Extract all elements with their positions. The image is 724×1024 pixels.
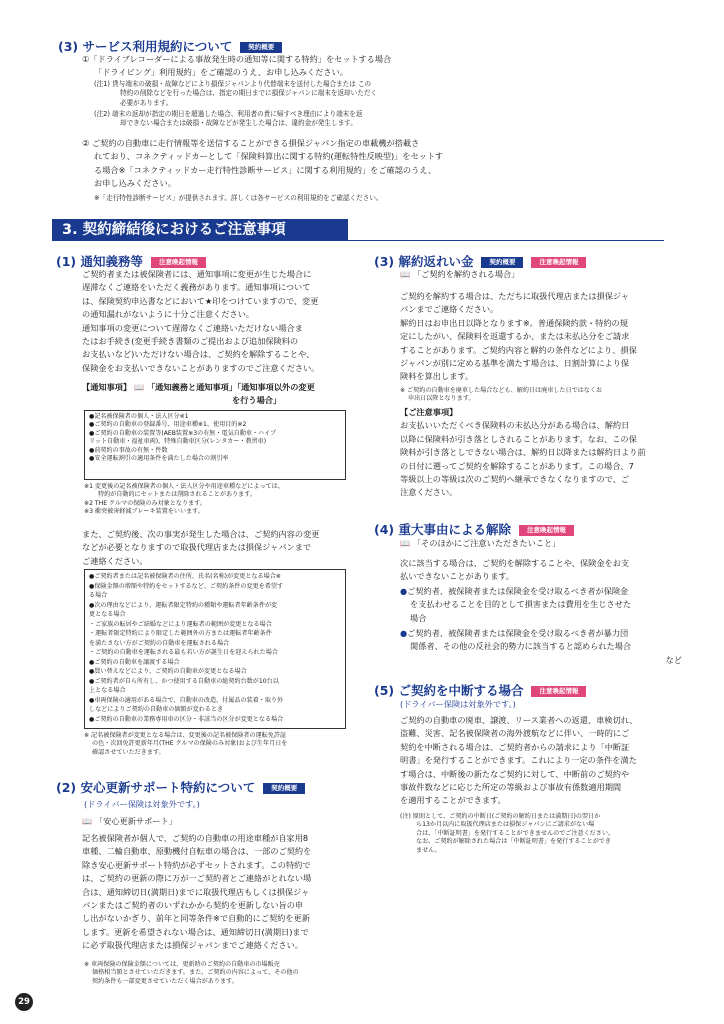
caution-badge: 注意喚起情報 [151,257,206,268]
bullet-icon: ● [400,628,408,638]
section-3-banner: 3. 契約締結後におけるご注意事項 [52,219,348,241]
renewal-support-ref: 📖 「安心更新サポート」 [82,816,177,826]
suspension-sub: (ドライバー保険は対象外です。) [400,699,516,709]
document-icon: 📖 [134,383,144,392]
notice-duty-text: ご契約者または被保険者には、通知事項に変更が生じた場合に 遅滞なくご連絡をいただく義務があります。通知事項について は、保険契約申込書などにおいて★印をつけていますので、変更 の通知漏れがないように十分ご注意ください。 通知事項の変更について遅滞なくご連絡いただけない場合ま たはお手続き(変更手続き書類のご提出および追加保険料の お支払いなど)いただけない場合は、ご契約を解除することや、 保険金をお支払いできないことがありますのでご注意ください。 [82,269,320,373]
refund-footnote: ※ ご契約の自動車を廃車した場合なども、解約日は廃車した日ではなくお 申出日以降となります。 [400,387,603,403]
suspension-heading: (5) ご契約を中断する場合 注意喚起情報 [374,681,586,699]
contract-summary-badge: 契約概要 [481,257,523,268]
change-items-box: ●ご契約者または記名被保険者の住所、氏名(名称)が変更となる場合※ ●保険金額の増額や特約をセットするなど、ご契約条件の変更を希望す る場合 ●次の理由などにより、運転者限定特約の種類や運転者年齢条件が変 更となる場合 ・ご家族の転居やご結婚などにより運転者の範囲が変更となる場合 ・運転者限定特約により限定した範囲外の方または運転者年齢条件 を満たさない方がご契約の自動車を運転される場合 ・ご契約の自動車を運転される最も若い方が誕生日を迎えられた場合 ●ご契約の自動車を譲渡する場合 ●買い替えなどにより、ご契約の自動車が変更となる場合 ●ご契約者が自ら所有し、かつ使用する自動車の総契約台数が10台以 上となる場合 ●車両保険の適用がある場合で、自動車の改造、付属品の装着・取り外 しなどによりご契約の自動車の価額が変わるとき ●ご契約の自動車の業務専用車の区分・非該当の区分が変更となる場合 [84,569,346,729]
refund-heading: (3) 解約返れい金 契約概要 注意喚起情報 [374,252,586,270]
serious-cause-bullet-1: ●ご契約者、被保険者または保険金を受け取るべき者が保険金 を支払わせることを目的として損害または費用を生じさせた 場合 [400,586,632,623]
serious-cause-intro: 次に該当する場合は、ご契約を解除することや、保険金をお支 払いできないことがあります。 [400,558,630,582]
renewal-support-text: 記名被保険者が個人で、ご契約の自動車の用途車種が自家用8 車種、二輪自動車、原動機付自転車の場合は、一部のご契約を 除き安心更新サポート特約が必ずセットされます。この特約で は、ご契約の更新の際に万が一ご契約者とご連絡がとれない場 合は、通知締切日(満期日)までに取扱代理店もしくは損保ジャ パンまたはご契約者のいずれかから契約を更新しない旨の申 し出がないかぎり、前年と同等条件※で自動的にご契約を更新 します。更新を希望されない場合は、通知締切日(満期日)まで に必ず取扱代理店または損保ジャパンまでご連絡ください。 [82,833,312,951]
caution-badge: 注意喚起情報 [519,525,574,536]
service-item-1: ①「ドライブレコーダーによる事故発生時の通知等に関する特約」をセットする場合 「ドライビング」利用規約」をご確認のうえ、お申し込みください。 [82,54,392,78]
service-note-3: ※「走行特性診断サービス」が提供されます。詳しくは各サービスの利用規約をご確認ください。 [94,194,383,202]
refund-text: ご契約を解約する場合は、ただちに取扱代理店または損保ジャ パンまでご連絡ください。 解約日はお申出日以降となります※。普通保険約款・特約の規 定にしたがい、保険料を返還するか、または未払込分をご請求 することがあります。ご契約内容と解約の条件などにより、損保 ジャパンが別に定める基準を満たす場合は、日割計算により保 険料を算出します。 [400,291,637,382]
suspension-note: (注) 原則として、ご契約の中断日(ご契約の解約日または満期日)の翌日か ら13か月以内に取扱代理店または損保ジャパンにご請求がない場 合は、「中断証明書」を発行することができませんのでご注意ください。 なお、ご契約が解除された場合は「中断証明書」を発行することができ ません。 [400,813,615,854]
page-number: 29 [15,993,33,1011]
document-icon: 📖 [82,817,92,826]
renewal-support-heading: (2) 安心更新サポート特約について 契約概要 [56,778,305,796]
notice-items-ref: 【通知事項】 📖 「通知義務と通知事項」「通知事項以外の変更 を行う場合」 [82,382,315,406]
caution-badge: 注意喚起情報 [531,257,586,268]
serious-cause-heading: (4) 重大事由による解除 注意喚起情報 [374,520,574,538]
service-item-2: ② ご契約の自動車に走行情報等を送信することができる損保ジャパン指定の車載機が搭載さ れており、コネクティッドカーとして「保険料算出に関する特約(運転特性反映型)」をセットす る場合※「コネクティッドカー走行特性診断サービス」に関する利用規約」をご確認のうえ、 お申し込みください。 [82,138,444,189]
service-terms-heading: (3) サービス利用規約について 契約概要 [58,37,282,55]
bullet-icon: ● [400,586,408,596]
change-footnote: ※ 記名被保険者が変更となる場合は、変更後の記名被保険者の運転免許証 の色・次回免許更新年月(THE クルマの保険のみ対象)および生年月日を 確認させていただきます。 [84,732,288,756]
refund-ref: 📖 「ご契約を解約される場合」 [400,269,520,279]
caution-badge: 注意喚起情報 [531,686,586,697]
renewal-support-footnote: ※ 車両保険の保険金額については、更新時のご契約の自動車の市場販売 価格相当額とさせていただきます。また、ご契約の内容によって、その他の 契約条件も一部変更させていただく場合があります。 [84,961,299,985]
document-icon: 📖 [400,270,410,279]
document-icon: 📖 [400,539,410,548]
change-contact-text: また、ご契約後、次の事実が発生した場合は、ご契約内容の変更 などが必要となりますので取扱代理店または損保ジャパンまで ご連絡ください。 [82,529,320,566]
renewal-support-sub: (ドライバー保険は対象外です。) [84,799,200,809]
notice-items-box: ●記名被保険者の個人・法人区分※1 ●ご契約の自動車の登録番号、用途車種※1、使用目的※2 ●ご契約の自動車の装置等(AEB装置※3の有無・電気自動車・ハイブ リット自動車・福祉車両)、特殊自動車区分(レンタカー・教習車) ●前契約の事故の有無・件数 ●安全運転割引の適用条件を満たした場合の割引率 [84,410,346,480]
suspension-text: ご契約の自動車の廃車、譲渡、リース業者への返還、車検切れ、 盗難、災害、記名被保険者の海外渡航などに伴い、一時的にご 契約を中断される場合は、ご契約者からの請求により「中断証 明書」を発行することができます。これにより一定の条件を満た す場合は、中断後の新たなご契約に対して、中断前のご契約や 事故件数などに応じた所定の等級および事故有係数適用期間 を適用することができます。 [400,715,638,806]
refund-caution: 【ご注意事項】 お支払いいただくべき保険料の未払込分がある場合は、解約日 以降に保険料が引き落としされることがあります。なお、この保 険料が引き落としできない場合は、解約日以降または解約日より前 の日付に遡ってご契約を解除することがあります。この場合、7 等級以上の等級は次のご契約へ継承できなくなりますので、ご 注意ください。 [400,407,646,498]
serious-cause-bullet-2: ●ご契約者、被保険者または保険金を受け取るべき者が暴力団 関係者、その他の反社会的勢力に該当すると認められた場合 など [400,628,682,665]
service-note-2: (注2) 端末の返却が指定の期日を超過した場合、利用者の責に帰すべき理由により端末を返 却できない場合または破損・故障などが発生した場合は、違約金が発生します。 [94,110,363,128]
notice-footnotes: ※1 変更後の記名被保険者の個人・法人区分や用途車種などによっては、 特約が自動的にセットまたは削除されることがあります。 ※2 THE クルマの保険のみ対象となります。 ※3 衝突被害軽減ブレーキ装置をいいます。 [84,483,284,516]
serious-cause-ref: 📖 「そのほかにご注意いただきたいこと」 [400,538,561,548]
contract-summary-badge: 契約概要 [263,783,305,794]
notice-duty-heading: (1) 通知義務等 注意喚起情報 [56,252,206,270]
section-3-rule [348,240,664,241]
service-note-1: (注1) 貸与端末の破損・故障などにより損保ジャパンより代替端末を送付した場合または この 特約の削除などを行った場合は、指定の期日までに損保ジャパンに端末を返却いただく 必要があります。 [94,80,378,107]
contract-summary-badge: 契約概要 [240,42,282,53]
